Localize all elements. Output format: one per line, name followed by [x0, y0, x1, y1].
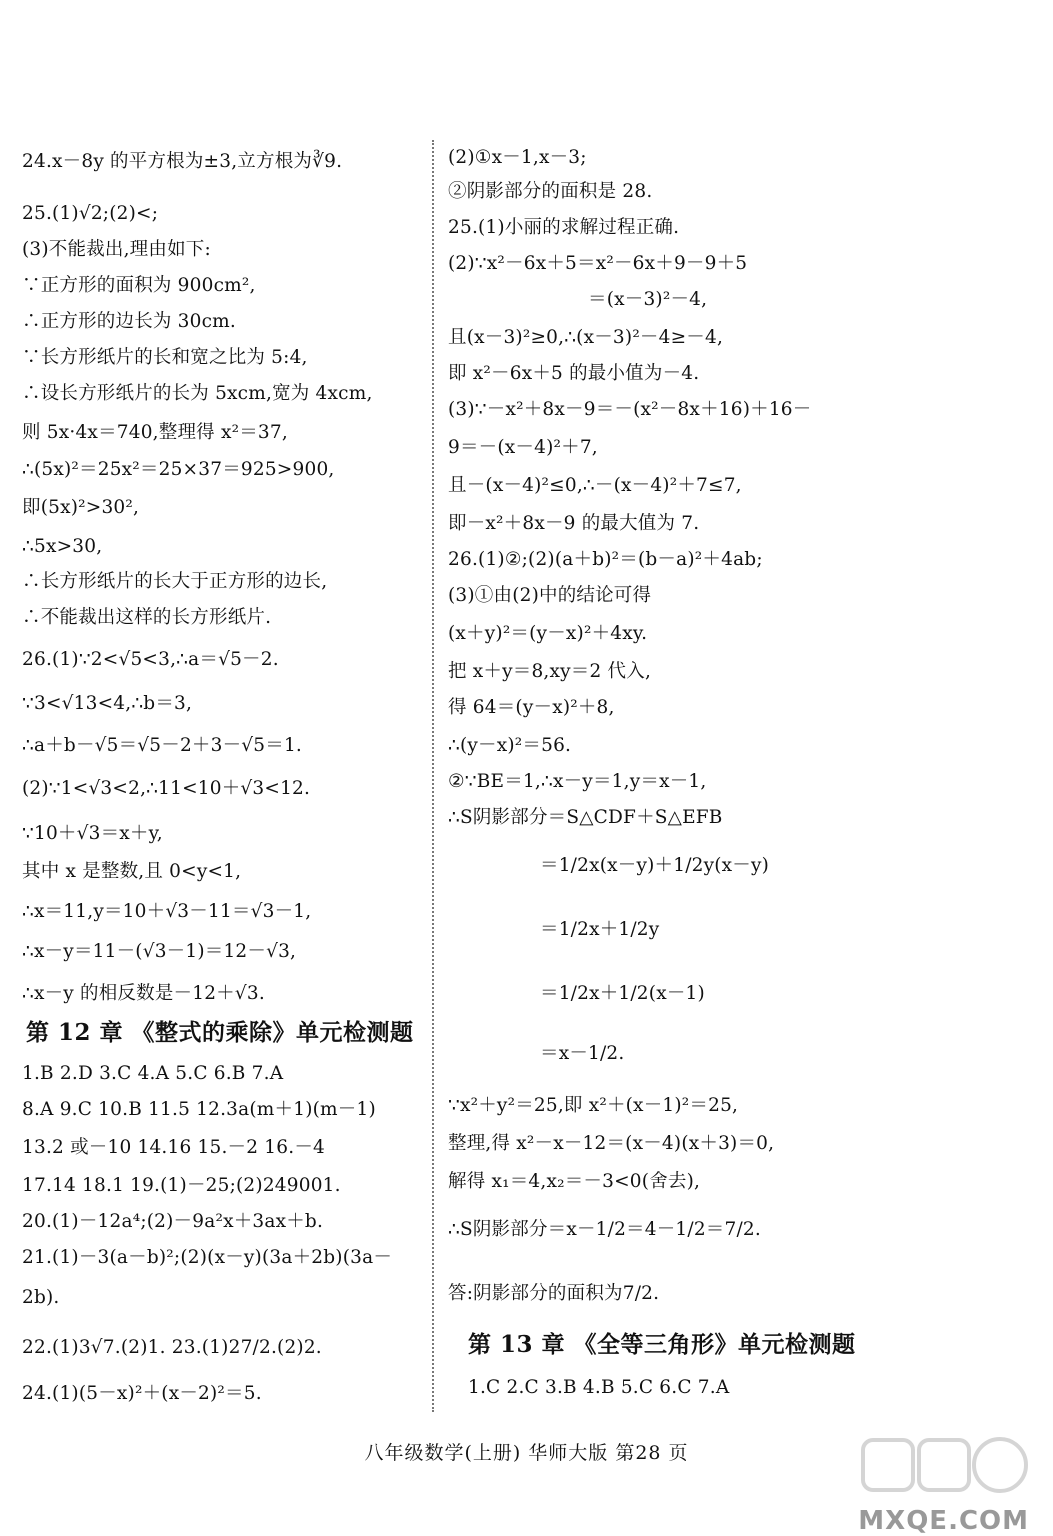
text-line: ＝(x－3)²－4,	[588, 289, 708, 310]
text-line: 13.2 或－10 14.16 15.－2 16.－4	[22, 1137, 325, 1158]
text-line: 24.(1)(5－x)²＋(x－2)²＝5.	[22, 1383, 262, 1404]
text-line: ∵10＋√3＝x＋y,	[22, 823, 163, 844]
text-line: 解得 x₁＝4,x₂＝－3<0(舍去),	[448, 1171, 701, 1192]
text-line: ∴5x>30,	[22, 536, 103, 557]
text-line: 24.x－8y 的平方根为±3,立方根为∛9.	[22, 151, 343, 172]
text-line: 且(x－3)²≥0,∴(x－3)²－4≥－4,	[448, 327, 724, 348]
text-line: ②阴影部分的面积是 28.	[448, 181, 653, 202]
text-line: ∴长方形纸片的长大于正方形的边长,	[22, 571, 328, 592]
chapter-12-heading: 第 12 章 《整式的乘除》单元检测题	[26, 1019, 414, 1046]
text-line: 整理,得 x²－x－12＝(x－4)(x＋3)＝0,	[448, 1133, 775, 1154]
text-line: 把 x＋y＝8,xy＝2 代入,	[448, 661, 652, 682]
text-line: 即(5x)²>30²,	[22, 497, 140, 518]
text-line: (2)①x－1,x－3;	[448, 147, 587, 168]
text-line: ∴S阴影部分＝S△CDF＋S△EFB	[448, 807, 723, 828]
text-line: 8.A 9.C 10.B 11.5 12.3a(m＋1)(m－1)	[22, 1099, 376, 1120]
text-line: ＝1/2x＋1/2(x－1)	[540, 983, 705, 1004]
text-line: 26.(1)∵2<√5<3,∴a＝√5－2.	[22, 649, 279, 670]
column-divider	[432, 140, 436, 1412]
text-line: 其中 x 是整数,且 0<y<1,	[22, 861, 242, 882]
text-line: ∴x＝11,y＝10＋√3－11＝√3－1,	[22, 901, 312, 922]
text-line: ＝1/2x＋1/2y	[540, 919, 660, 940]
text-line: ∴正方形的边长为 30cm.	[22, 311, 237, 332]
text-line: ∴x－y 的相反数是－12＋√3.	[22, 983, 265, 1004]
text-line: ∴(y－x)²＝56.	[448, 735, 572, 756]
text-line: ∵x²＋y²＝25,即 x²＋(x－1)²＝25,	[448, 1095, 739, 1116]
text-line: (3)①由(2)中的结论可得	[448, 585, 652, 606]
text-line: 即 x²－6x＋5 的最小值为－4.	[448, 363, 700, 384]
text-line: 26.(1)②;(2)(a＋b)²＝(b－a)²＋4ab;	[448, 549, 763, 570]
text-line: 答:阴影部分的面积为7/2.	[448, 1283, 660, 1304]
text-line: 25.(1)√2;(2)<;	[22, 203, 159, 224]
text-line: ∴(5x)²＝25x²＝25×37＝925>900,	[22, 459, 335, 480]
text-line: 则 5x·4x＝740,整理得 x²＝37,	[22, 422, 288, 443]
text-line: (2)∵x²－6x＋5＝x²－6x＋9－9＋5	[448, 253, 748, 274]
text-line: 1.B 2.D 3.C 4.A 5.C 6.B 7.A	[22, 1063, 284, 1084]
text-line: (3)∵－x²＋8x－9＝－(x²－8x＋16)＋16－	[448, 399, 812, 420]
text-line: (2)∵1<√3<2,∴11<10＋√3<12.	[22, 778, 311, 799]
text-line: ∴不能裁出这样的长方形纸片.	[22, 607, 272, 628]
text-line: ②∵BE＝1,∴x－y＝1,y＝x－1,	[448, 771, 707, 792]
text-line: 21.(1)－3(a－b)²;(2)(x－y)(3a＋2b)(3a－	[22, 1247, 393, 1268]
chapter-13-heading: 第 13 章 《全等三角形》单元检测题	[468, 1331, 856, 1358]
text-line: 2b).	[22, 1287, 60, 1308]
text-line: 20.(1)－12a⁴;(2)－9a²x＋3ax＋b.	[22, 1211, 324, 1232]
text-line: 即－x²＋8x－9 的最大值为 7.	[448, 513, 700, 534]
page-footer: 八年级数学(上册) 华师大版 第28 页	[364, 1442, 689, 1464]
text-line: 且－(x－4)²≤0,∴－(x－4)²＋7≤7,	[448, 475, 742, 496]
text-line: (3)不能裁出,理由如下:	[22, 239, 211, 260]
text-line: 得 64＝(y－x)²＋8,	[448, 697, 615, 718]
text-line: ＝1/2x(x－y)＋1/2y(x－y)	[540, 855, 770, 876]
text-line: 17.14 18.1 19.(1)－25;(2)249001.	[22, 1175, 341, 1196]
text-line: ∵3<√13<4,∴b＝3,	[22, 693, 193, 714]
text-line: (x＋y)²＝(y－x)²＋4xy.	[448, 623, 648, 644]
text-line: ＝x－1/2.	[540, 1043, 625, 1064]
text-line: 1.C 2.C 3.B 4.B 5.C 6.C 7.A	[468, 1377, 730, 1398]
watermark-text: MXQE.COM	[858, 1506, 1029, 1536]
text-line: 9＝－(x－4)²＋7,	[448, 437, 598, 458]
text-line: ∵长方形纸片的长和宽之比为 5:4,	[22, 347, 308, 368]
text-line: ∴S阴影部分＝x－1/2＝4－1/2＝7/2.	[448, 1219, 761, 1240]
text-line: ∴设长方形纸片的长为 5xcm,宽为 4xcm,	[22, 383, 373, 404]
text-line: ∴a＋b－√5＝√5－2＋3－√5＝1.	[22, 735, 303, 756]
text-line: ∵正方形的面积为 900cm²,	[22, 275, 256, 296]
text-line: ∴x－y＝11－(√3－1)＝12－√3,	[22, 941, 297, 962]
text-line: 22.(1)3√7.(2)1. 23.(1)27/2.(2)2.	[22, 1337, 322, 1358]
text-line: 25.(1)小丽的求解过程正确.	[448, 217, 680, 238]
